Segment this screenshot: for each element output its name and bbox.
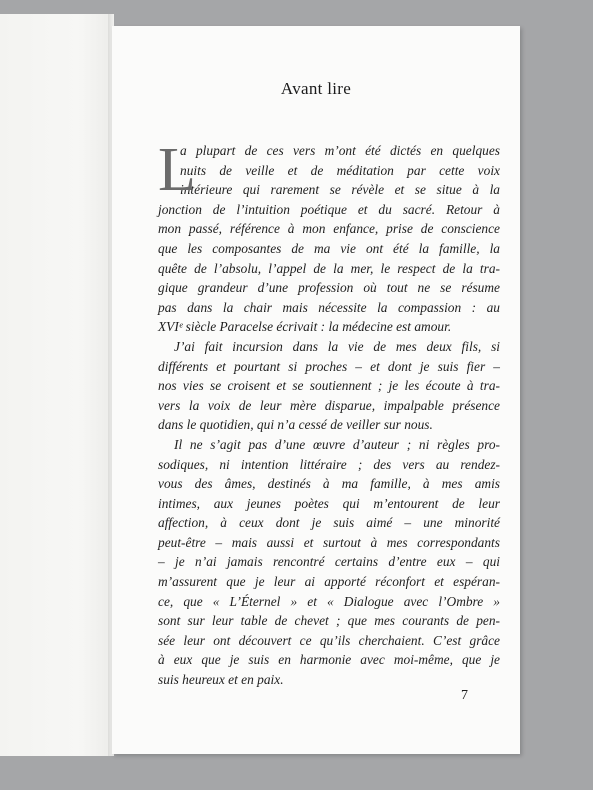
- text-line: ce, que « L’Éternel » et « Dialogue avec l’Ombre »: [158, 593, 500, 609]
- left-page: [0, 14, 112, 756]
- page-number: 7: [461, 688, 468, 703]
- text-line: intimes, aux jeunes poètes qui m’entourent de leur: [158, 495, 500, 511]
- drop-cap: L: [158, 136, 196, 204]
- text-line: m’assurent que je leur ai apporté réconfort et espéran-: [158, 574, 500, 590]
- text-line: suis heureux et en paix.: [158, 672, 284, 688]
- text-line: vous des âmes, destinés à ma famille, à mes amis: [158, 476, 500, 492]
- text-line: mon passé, référence à mon enfance, prise de conscience: [158, 221, 500, 237]
- text-line: – je n’ai jamais rencontré certains d’entre eux – qui: [158, 554, 500, 570]
- text-line: nos vies se croisent et se soutiennent ; je les écoute à tra-: [158, 378, 500, 394]
- text-line: dans le quotidien, qui n’a cessé de veiller sur nous.: [158, 417, 433, 433]
- text-line: a plupart de ces vers m’ont été dictés en quelques: [180, 143, 500, 158]
- text-line: quête de l’absolu, l’appel de la mer, le respect de la tra-: [158, 260, 500, 276]
- text-line: à eux que je suis en harmonie avec moi-même, que je: [158, 652, 500, 668]
- text-line: différents et pourtant si proches – et dont je suis fier –: [158, 358, 500, 374]
- text-line: vers la voix de leur mère disparue, impalpable présence: [158, 397, 500, 413]
- text-line: jonction de l’intuition poétique et du sacré. Retour à: [158, 201, 500, 217]
- text-line: gique grandeur d’une profession où tout ne se résume: [158, 280, 500, 296]
- body-text: [158, 136, 500, 690]
- text-line: sée leur ont découvert ce qu’ils cherchaient. C’est grâce: [158, 632, 500, 648]
- text-line: peut-être – mais aussi et surtout à mes correspondants: [158, 534, 500, 550]
- page-title: Avant lire: [280, 79, 352, 98]
- text-line: J’ai fait incursion dans la vie de mes deux fils, si: [174, 338, 500, 354]
- text-line: intérieure qui rarement se révèle et se situe à la: [180, 182, 500, 198]
- text-line: que les composantes de ma vie ont été la famille, la: [158, 240, 500, 256]
- right-page: [112, 26, 520, 754]
- text-line: sont sur leur table de chevet ; que mes courants de pen-: [158, 613, 500, 629]
- text-line: nuits de veille et de méditation par cette voix: [180, 162, 500, 178]
- text-line: affection, à ceux dont je suis aimé – une minorité: [158, 515, 500, 531]
- text-line: Il ne s’agit pas d’une œuvre d’auteur ; ni règles pro-: [174, 436, 500, 452]
- text-line: sodiques, ni intention littéraire ; des vers au rendez-: [158, 456, 500, 472]
- text-line: XVIᵉ siècle Paracelse écrivait : la médecine est amour.: [158, 319, 452, 335]
- text-line: pas dans la chair mais nécessite la compassion : au: [158, 299, 500, 315]
